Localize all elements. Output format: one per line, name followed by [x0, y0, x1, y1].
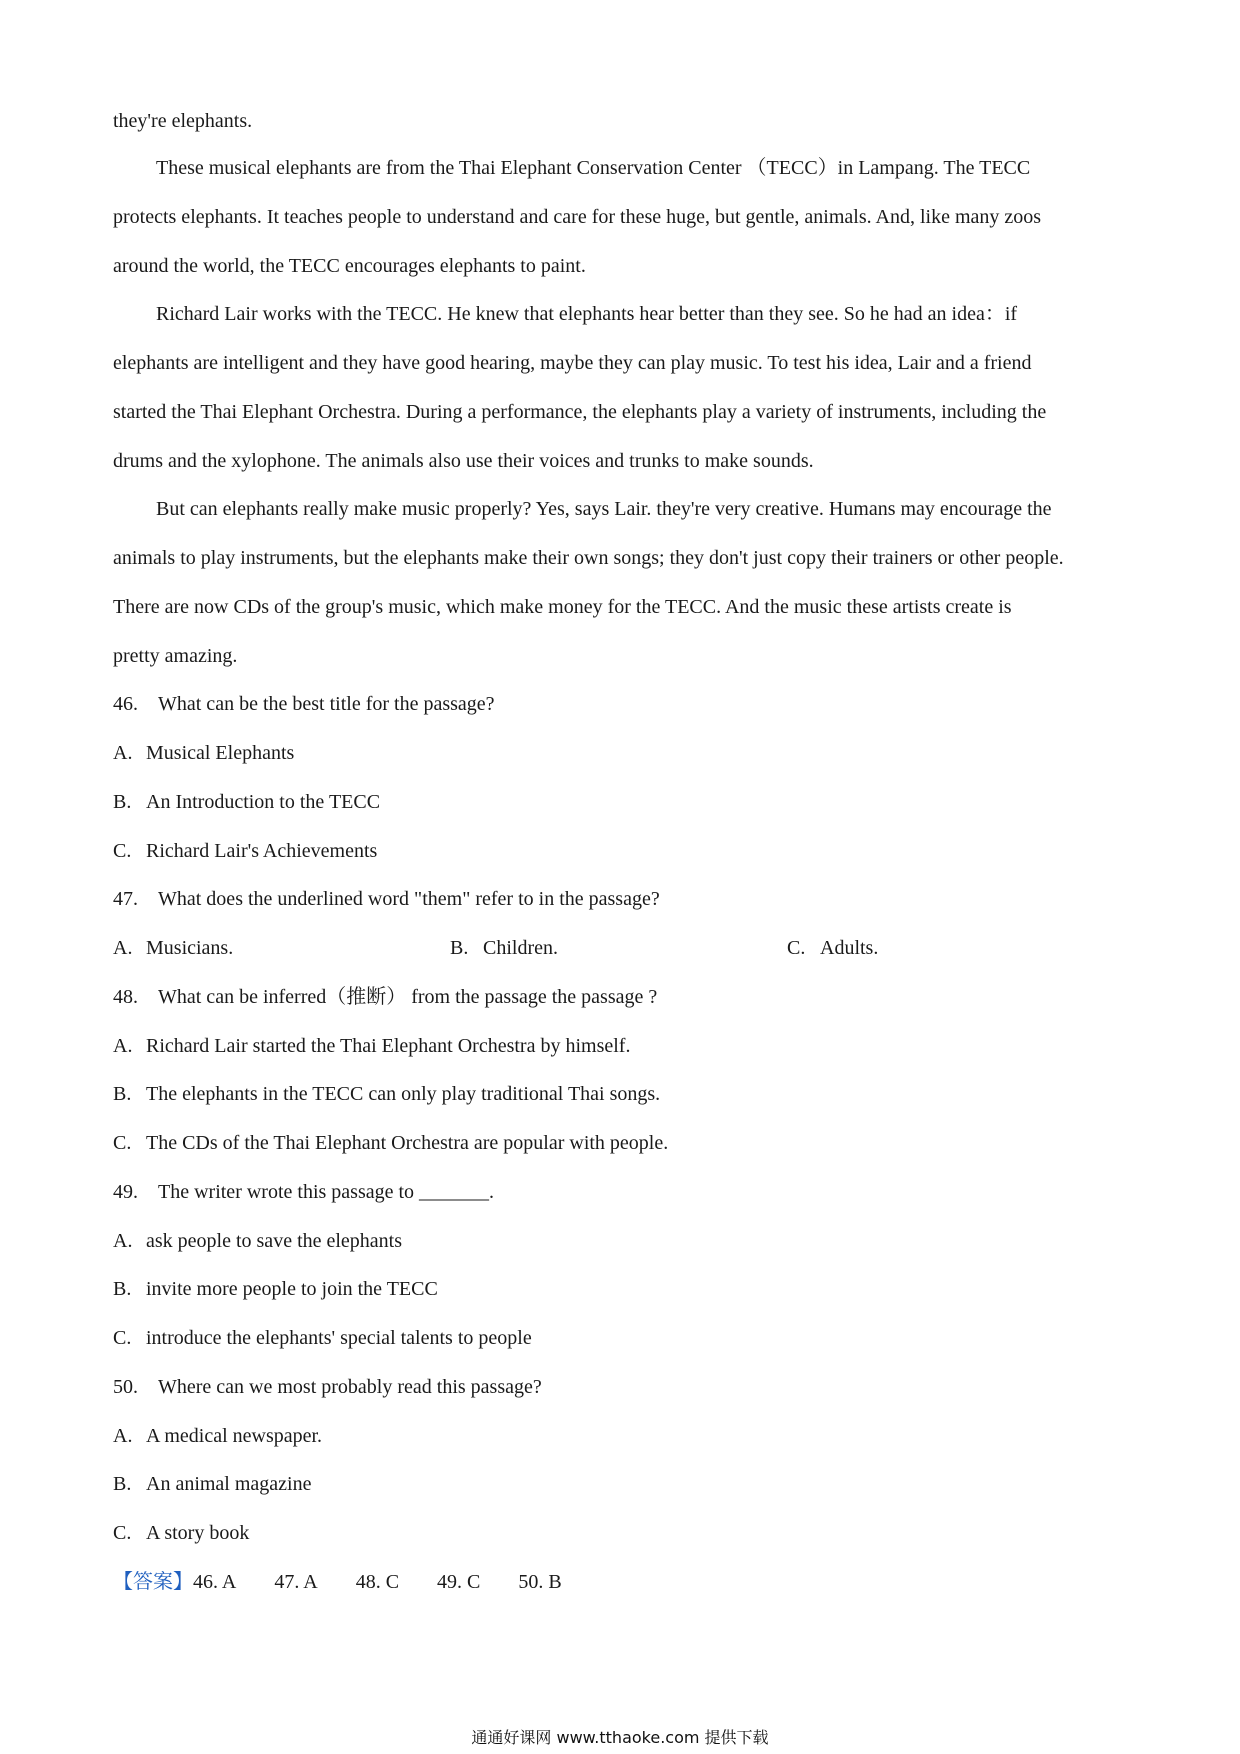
answer-item: 47. A	[274, 1571, 318, 1593]
option-text: A medical newspaper.	[146, 1425, 323, 1447]
passage-line: pretty amazing.	[113, 645, 238, 667]
option-letter: A.	[113, 1035, 133, 1057]
passage-line: started the Thai Elephant Orchestra. During a performance, the elephants play a variety of instruments, including the	[113, 401, 1047, 423]
passage-line: animals to play instruments, but the elephants make their own songs; they don't just copy their trainers or other people.	[113, 547, 1064, 569]
option-48-c	[113, 1131, 668, 1155]
option-text: The elephants in the TECC can only play traditional Thai songs.	[146, 1083, 661, 1105]
question-text: The writer wrote this passage to _______.	[158, 1181, 495, 1203]
option-text: An animal magazine	[146, 1473, 312, 1495]
option-text: A story book	[146, 1522, 250, 1544]
answer-item: 50. B	[518, 1571, 562, 1593]
question-49	[113, 1180, 494, 1204]
option-letter: A.	[113, 1425, 133, 1447]
option-letter: B.	[113, 791, 132, 813]
option-47-c	[787, 936, 878, 960]
option-49-b	[113, 1277, 438, 1301]
option-letter: C.	[113, 1522, 132, 1544]
option-50-c	[113, 1521, 249, 1545]
option-48-b	[113, 1082, 660, 1106]
option-46-b	[113, 790, 380, 814]
passage-line: These musical elephants are from the Thai Elephant Conservation Center （TECC）in Lampang. The TECC	[156, 157, 1031, 179]
question-text: What can be inferred（推断） from the passage the passage ?	[158, 986, 658, 1008]
answer-item: 46. A	[193, 1571, 237, 1593]
question-50	[113, 1375, 542, 1399]
question-number: 46.	[113, 693, 138, 715]
passage-line: elephants are intelligent and they have good hearing, maybe they can play music. To test his idea, Lair and a friend	[113, 352, 1032, 374]
option-50-a	[113, 1424, 322, 1448]
passage-line: But can elephants really make music properly? Yes, says Lair. they're very creative. Humans may encourage the	[156, 498, 1052, 520]
option-49-c	[113, 1326, 532, 1350]
option-50-b	[113, 1472, 312, 1496]
option-text: Richard Lair's Achievements	[146, 840, 378, 862]
passage-line: drums and the xylophone. The animals also use their voices and trunks to make sounds.	[113, 450, 814, 472]
question-text: What can be the best title for the passage?	[158, 693, 495, 715]
option-text: invite more people to join the TECC	[146, 1278, 438, 1300]
page-footer: 通通好课网 www.tthaoke.com 提供下载	[471, 1728, 769, 1747]
question-48	[113, 985, 657, 1009]
option-text: Children.	[483, 937, 558, 959]
answer-item: 48. C	[355, 1571, 400, 1593]
option-text: Richard Lair started the Thai Elephant Orchestra by himself.	[146, 1035, 631, 1057]
option-text: Musical Elephants	[146, 742, 295, 764]
question-number: 49.	[113, 1181, 138, 1203]
option-letter: B.	[450, 937, 469, 959]
question-46	[113, 692, 495, 716]
passage-line: Richard Lair works with the TECC. He knew that elephants hear better than they see. So he had an idea：if	[156, 303, 1018, 325]
option-letter: B.	[113, 1083, 132, 1105]
option-letter: A.	[113, 1230, 133, 1252]
question-number: 50.	[113, 1376, 138, 1398]
answer-key	[113, 1570, 600, 1594]
answer-label: 【答案】	[113, 1571, 193, 1593]
option-text: An Introduction to the TECC	[146, 791, 381, 813]
passage-line: around the world, the TECC encourages elephants to paint.	[113, 255, 586, 277]
passage-line: There are now CDs of the group's music, which make money for the TECC. And the music these artists create is	[113, 596, 1012, 618]
option-letter: B.	[113, 1473, 132, 1495]
question-text: Where can we most probably read this passage?	[158, 1376, 542, 1398]
option-letter: C.	[113, 840, 132, 862]
option-text: ask people to save the elephants	[146, 1230, 403, 1252]
option-46-a	[113, 741, 294, 765]
option-49-a	[113, 1229, 402, 1253]
option-46-c	[113, 839, 377, 863]
option-47-b	[450, 936, 558, 960]
passage-line: protects elephants. It teaches people to understand and care for these huge, but gentle, animals. And, like many zoos	[113, 206, 1042, 228]
option-letter: A.	[113, 937, 133, 959]
option-letter: C.	[113, 1132, 132, 1154]
answer-item: 49. C	[437, 1571, 481, 1593]
question-text: What does the underlined word "them" refer to in the passage?	[158, 888, 660, 910]
option-letter: A.	[113, 742, 133, 764]
option-text: The CDs of the Thai Elephant Orchestra are popular with people.	[146, 1132, 669, 1154]
option-letter: C.	[787, 937, 806, 959]
passage-line: they're elephants.	[113, 110, 253, 132]
question-number: 47.	[113, 888, 138, 910]
question-47	[113, 887, 660, 911]
option-48-a	[113, 1034, 630, 1058]
option-47-a	[113, 936, 233, 960]
option-text: Adults.	[820, 937, 879, 959]
option-text: introduce the elephants' special talents to people	[146, 1327, 532, 1349]
option-text: Musicians.	[146, 937, 234, 959]
option-letter: C.	[113, 1327, 132, 1349]
option-letter: B.	[113, 1278, 132, 1300]
question-number: 48.	[113, 986, 138, 1008]
